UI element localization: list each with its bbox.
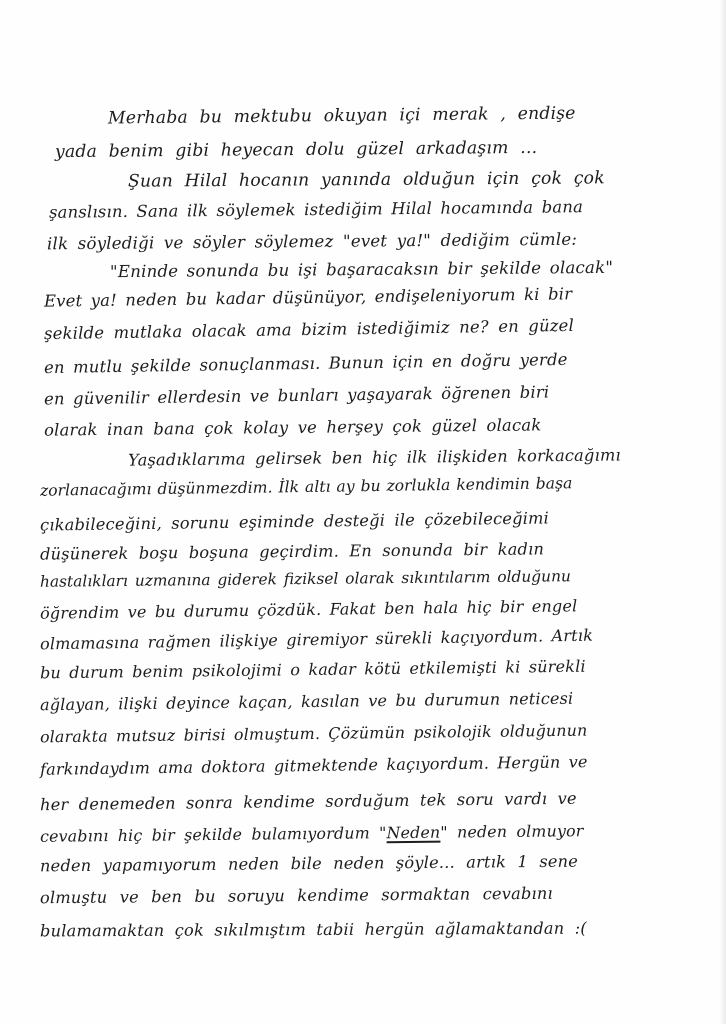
letter-line: düşünerek boşu boşuna geçirdim. En sonunda bir kadın <box>39 539 545 564</box>
letter-line: öğrendim ve bu durumu çözdük. Fakat ben hala hiç bir engel <box>39 596 578 623</box>
letter-line: yada benim gibi heyecan dolu güzel arkadaşım ... <box>54 137 538 163</box>
letter-line: en güvenilir ellerdesin ve bunları yaşayarak öğrenen biri <box>43 382 550 409</box>
letter-line: çıkabileceğini, sorunu eşiminde desteği ile çözebileceğimi <box>39 508 550 535</box>
letter-line: olmuştu ve ben bu soruyu kendime sormaktan cevabını <box>39 883 553 908</box>
letter-line: ağlayan, ilişki deyince kaçan, kasılan ve bu durumun neticesi <box>39 688 574 715</box>
letter-line-text: " neden olmuyor <box>440 821 584 842</box>
letter-line: neden yapamıyorum neden bile neden şöyle... artık 1 sene <box>39 851 579 876</box>
letter-line: olarak inan bana çok kolay ve herşey çok güzel olacak <box>43 415 542 440</box>
letter-line: bulamamaktan çok sıkılmıştım tabii hergün ağlamaktandan :( <box>39 918 587 941</box>
letter-line: Evet ya! neden bu kadar düşünüyor, endişeleniyorum ki bir <box>43 284 573 311</box>
letter-line: olmamasına rağmen ilişkiye giremiyor sürekli kaçıyordum. Artık <box>39 625 594 654</box>
letter-line: en mutlu şekilde sonuçlanması. Bunun için en doğru yerde <box>43 349 568 378</box>
letter-line: farkındaydım ama doktora gitmektende kaçıyordum. Hergün ve <box>39 752 588 779</box>
letter-line <box>40 823 584 844</box>
letter-line: olarakta mutsuz birisi olmuştum. Çözümün psikolojik olduğunun <box>39 720 588 747</box>
letter-line: "Eninde sonunda bu işi başaracaksın bir şekilde olacak" <box>109 257 614 282</box>
letter-line: her denemeden sonra kendime sorduğum tek soru vardı ve <box>39 788 577 815</box>
letter-line: bu durum benim psikolojimi o kadar kötü etkilemişti ki sürekli <box>39 656 586 683</box>
letter-line-text: cevabını hiç bir şekilde bulamıyordum " <box>39 823 387 846</box>
letter-line: hastalıkları uzmanına giderek fiziksel olarak sıkıntılarım olduğunu <box>39 567 571 591</box>
letter-line: zorlanacağımı düşünmezdim. İlk altı ay bu zorlukla kendimin başa <box>39 474 573 500</box>
letter-line: şanslısın. Sana ilk söylemek istediğim Hilal hocamında bana <box>48 197 584 222</box>
underlined-word: Neden <box>386 822 441 843</box>
letter-line: ilk söylediği ve söyler söylemez "evet ya!" dediğim cümle: <box>46 229 578 254</box>
letter-line: Merhaba bu mektubu okuyan içi merak , endişe <box>107 103 576 129</box>
letter-line: şekilde mutlaka olacak ama bizim istediğimiz ne? en güzel <box>43 315 575 344</box>
letter-line: Yaşadıklarıma gelirsek ben hiç ilk ilişkiden korkacağımı <box>127 445 621 470</box>
letter-line: Şuan Hilal hocanın yanında olduğun için çok çok <box>127 168 605 192</box>
page-edge-shadow <box>720 0 726 1024</box>
